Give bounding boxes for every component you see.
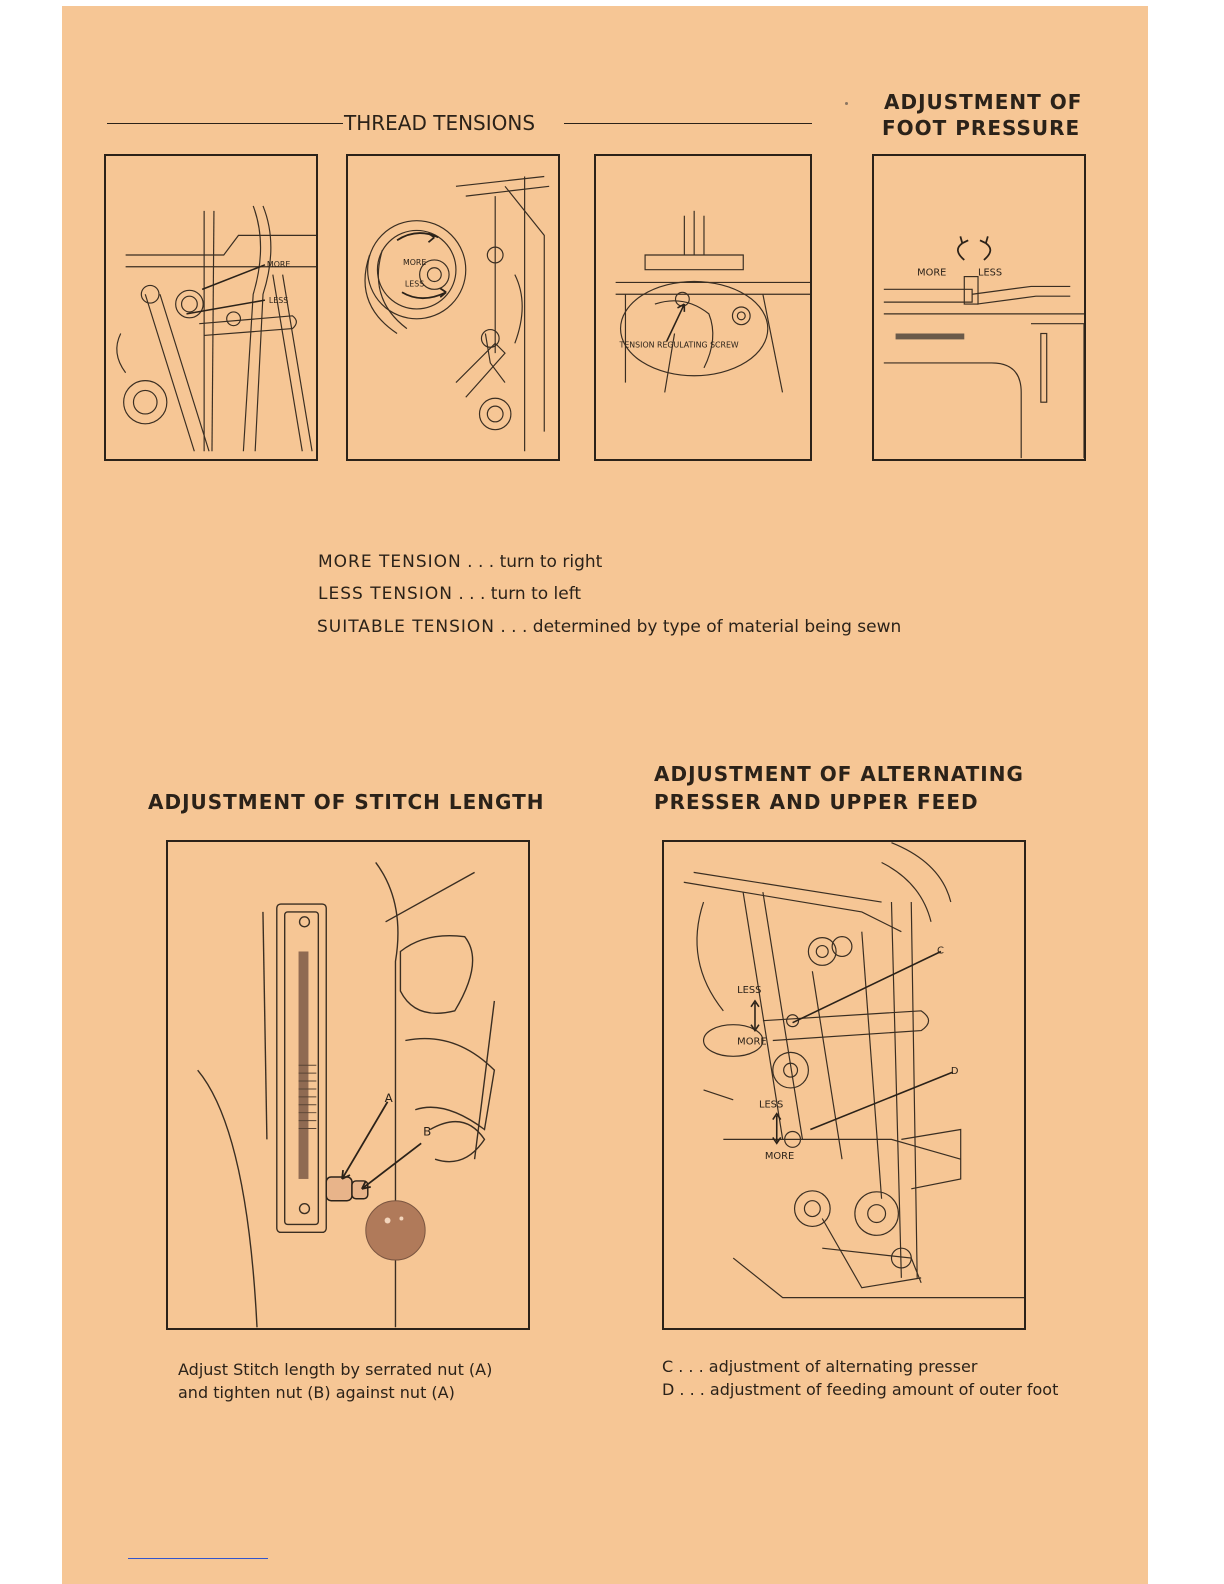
control-knob-icon (366, 1201, 425, 1260)
link-underline (128, 1558, 268, 1559)
alternating-presser-title-line2: PRESSER AND UPPER FEED (654, 790, 979, 814)
alternating-presser-caption: C . . . adjustment of alternating presser D . . . adjustment of feeding amount of outer foot (662, 1357, 1059, 1399)
foot-more-label: MORE (917, 267, 947, 279)
upper-tension-illustration (106, 156, 316, 459)
upper-less-label: LESS (737, 985, 762, 997)
label-a: A (384, 1090, 393, 1105)
figure-stitch-length (166, 840, 530, 1330)
upper-more-label: MORE (737, 1036, 767, 1048)
label-b: B (423, 1124, 432, 1139)
thread-tensions-title: THREAD TENSIONS (344, 111, 536, 135)
stitch-length-title: ADJUSTMENT OF STITCH LENGTH (148, 790, 545, 814)
note-more-tension: MORE TENSION . . . turn to right (318, 552, 603, 572)
rule-left (107, 123, 343, 124)
note-less-tension: LESS TENSION . . . turn to left (318, 584, 582, 604)
label-d: D (950, 1066, 959, 1078)
stitch-length-caption: Adjust Stitch length by serrated nut (A) and tighten nut (B) against nut (A) (178, 1360, 493, 1402)
speck (845, 102, 848, 105)
fig2-less-label: LESS (404, 279, 425, 289)
fig2-more-label: MORE (402, 257, 427, 267)
alternating-presser-title-line1: ADJUSTMENT OF ALTERNATING (654, 762, 1024, 786)
foot-pressure-title-line1: ADJUSTMENT OF (884, 90, 1083, 114)
figure-bobbin-tension (346, 154, 560, 461)
bobbin-tension-illustration (348, 156, 558, 459)
note-suitable-tension: SUITABLE TENSION . . . determined by type of material being sewn (317, 617, 902, 637)
rule-right (564, 123, 812, 124)
fig1-more-label: MORE (266, 259, 291, 269)
figure-upper-tension (104, 154, 318, 461)
manual-page (62, 6, 1148, 1584)
foot-pressure-title-line2: FOOT PRESSURE (882, 116, 1081, 140)
regulating-screw-illustration (596, 156, 810, 459)
lower-more-label: MORE (764, 1151, 795, 1163)
alternating-presser-illustration (664, 842, 1024, 1328)
figure-alternating-presser (662, 840, 1026, 1330)
fig3-screw-label: TENSION REGULATING SCREW (619, 340, 739, 350)
brand-plate-icon (896, 334, 965, 340)
figure-regulating-screw (594, 154, 812, 461)
figure-foot-pressure (872, 154, 1086, 461)
stitch-length-illustration (168, 842, 528, 1328)
lower-less-label: LESS (758, 1099, 784, 1111)
foot-less-label: LESS (978, 267, 1003, 279)
foot-pressure-illustration (874, 156, 1084, 459)
fig1-less-label: LESS (268, 296, 289, 306)
label-c: C (936, 945, 944, 957)
